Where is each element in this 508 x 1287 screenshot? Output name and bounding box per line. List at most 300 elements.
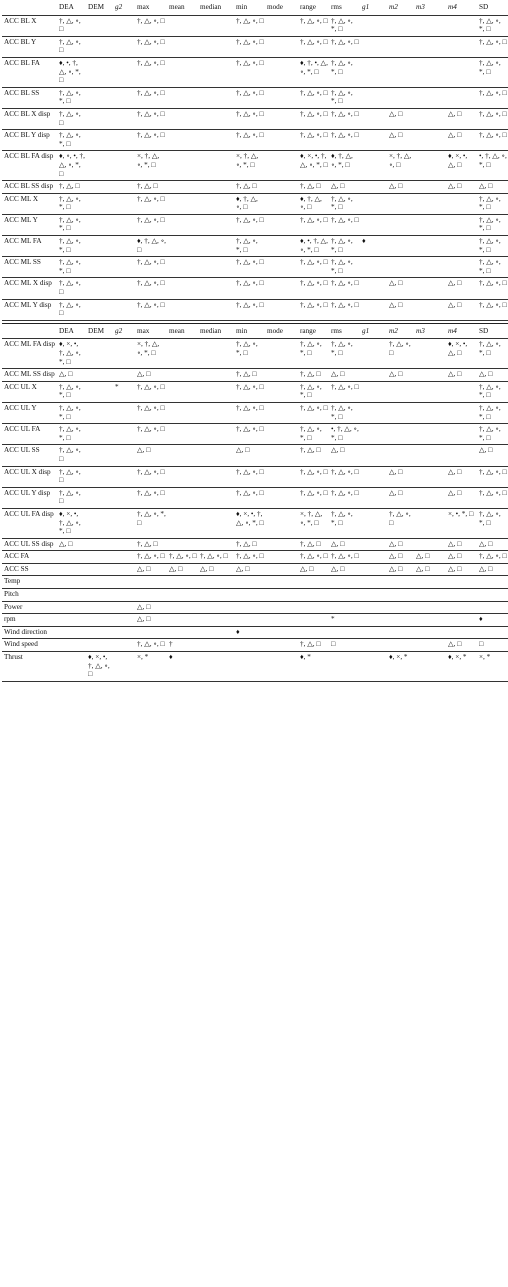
row-label: ACC UL SS <box>2 445 57 466</box>
table-cell: ♦, †, •, △, ∘, *, □ <box>298 57 329 87</box>
column-header: DEA <box>57 323 86 339</box>
table-cell <box>113 551 135 564</box>
table-cell <box>57 626 86 639</box>
table-cell <box>360 151 387 181</box>
table-cell: †, △, ∘, □ <box>234 381 265 402</box>
table-cell <box>298 576 329 589</box>
table-cell <box>86 108 113 129</box>
table-cell: †, △, ∘, □ <box>135 214 167 235</box>
table-cell: △, □ <box>135 445 167 466</box>
table-cell: ×, †, △, ∘, *, □ <box>234 151 265 181</box>
table-cell <box>265 108 298 129</box>
table-row <box>2 339 508 369</box>
table-cell: †, △, ∘, *, □ <box>477 508 508 538</box>
table-cell <box>198 57 234 87</box>
table-cell <box>113 87 135 108</box>
table-cell <box>167 36 198 57</box>
table-cell: △, □ <box>387 130 414 151</box>
table-cell: †, △, ∘, □ <box>298 257 329 278</box>
row-label: ACC ML SS <box>2 257 57 278</box>
table-row <box>2 652 508 682</box>
table-cell <box>265 538 298 551</box>
table-cell: △, □ <box>387 551 414 564</box>
table-cell <box>265 614 298 627</box>
table-row <box>2 214 508 235</box>
table-cell: † <box>167 639 198 652</box>
table-row <box>2 445 508 466</box>
table-cell: †, △, ∘, □ <box>234 487 265 508</box>
table-cell: ♦, ×, •, †, △, ∘, *, □ <box>234 508 265 538</box>
table-cell: †, △, ∘, □ <box>135 551 167 564</box>
table-cell: †, △, ∘, □ <box>477 466 508 487</box>
table-cell: ×, * <box>135 652 167 682</box>
table-cell: †, △, ∘, □ <box>57 36 86 57</box>
table-cell <box>113 257 135 278</box>
table-cell <box>113 576 135 589</box>
row-label: ACC ML FA <box>2 236 57 257</box>
table-cell <box>414 508 446 538</box>
table-cell <box>86 576 113 589</box>
table-cell: †, △, □ <box>234 181 265 194</box>
table-cell <box>167 626 198 639</box>
table-cell: △, □ <box>57 538 86 551</box>
table-cell: †, △, ∘, □ <box>387 508 414 538</box>
table-cell: †, △, ∘, *, □ <box>57 214 86 235</box>
table-cell: †, △, ∘, □ <box>298 466 329 487</box>
table-cell <box>414 130 446 151</box>
table-cell <box>198 87 234 108</box>
table-cell <box>360 639 387 652</box>
table-cell <box>198 381 234 402</box>
table-cell <box>86 508 113 538</box>
table-cell: †, △, ∘, □ <box>298 15 329 36</box>
table-cell <box>360 15 387 36</box>
table-cell: △, □ <box>329 445 360 466</box>
table-cell <box>414 626 446 639</box>
table-cell <box>265 639 298 652</box>
table-cell <box>265 257 298 278</box>
table-cell <box>360 339 387 369</box>
table-cell <box>113 487 135 508</box>
table-cell: †, △, ∘, *, □ <box>329 257 360 278</box>
table-cell: △, □ <box>446 108 477 129</box>
table-cell: △, □ <box>329 563 360 576</box>
table-cell: □ <box>329 639 360 652</box>
table-cell: △, □ <box>446 369 477 382</box>
table-row <box>2 36 508 57</box>
table-cell: △, □ <box>446 278 477 299</box>
table-cell: △, □ <box>329 538 360 551</box>
table-cell <box>113 538 135 551</box>
row-label: ACC ML X <box>2 193 57 214</box>
column-header: DEM <box>86 323 113 339</box>
table-cell: △, □ <box>446 487 477 508</box>
table-cell: ♦, ×, * <box>387 652 414 682</box>
table-cell <box>414 424 446 445</box>
table-cell <box>113 402 135 423</box>
table-cell <box>387 601 414 614</box>
table-cell <box>265 576 298 589</box>
table-cell <box>414 214 446 235</box>
table-cell: ♦ <box>360 236 387 257</box>
table-cell <box>414 236 446 257</box>
table-cell <box>198 193 234 214</box>
table-cell <box>198 214 234 235</box>
table-cell: * <box>113 381 135 402</box>
table-cell: †, △, ∘, □ <box>298 108 329 129</box>
table-cell <box>167 278 198 299</box>
table-cell: †, △, ∘, □ <box>135 15 167 36</box>
table-row <box>2 466 508 487</box>
table-cell: †, △, ∘, *, □ <box>329 508 360 538</box>
table-cell: †, △, ∘, □ <box>477 36 508 57</box>
table-cell <box>86 257 113 278</box>
table-cell <box>135 589 167 602</box>
table-row <box>2 589 508 602</box>
table-cell <box>234 614 265 627</box>
table-cell <box>86 563 113 576</box>
table-cell <box>414 614 446 627</box>
table-cell <box>387 214 414 235</box>
table-cell <box>167 369 198 382</box>
table-cell <box>387 87 414 108</box>
table-cell <box>446 214 477 235</box>
table-cell <box>414 87 446 108</box>
header-cell-empty <box>2 0 57 15</box>
table-row <box>2 508 508 538</box>
table-cell <box>113 181 135 194</box>
table-cell <box>360 508 387 538</box>
table-cell <box>198 538 234 551</box>
table-cell <box>265 626 298 639</box>
table-cell <box>167 214 198 235</box>
table-cell <box>360 57 387 87</box>
table-cell <box>113 369 135 382</box>
table-cell <box>360 563 387 576</box>
table-cell: †, △, ∘, □ <box>234 15 265 36</box>
table-cell <box>446 381 477 402</box>
table-cell <box>57 563 86 576</box>
table-cell <box>57 589 86 602</box>
table-cell <box>265 36 298 57</box>
table-header-row <box>2 323 508 339</box>
row-label: ACC ML X disp <box>2 278 57 299</box>
column-header: DEA <box>57 0 86 15</box>
table-cell <box>360 402 387 423</box>
table-cell: ♦, •, †, △, ∘, *, □ <box>298 236 329 257</box>
table-cell: †, △, ∘, □ <box>57 466 86 487</box>
table-cell <box>57 652 86 682</box>
table-cell: †, △, ∘, □ <box>477 299 508 320</box>
table-cell <box>387 57 414 87</box>
table-cell: †, △, ∘, □ <box>234 108 265 129</box>
table-cell: ♦, ×, •, †, △, ∘, *, □ <box>298 151 329 181</box>
table-cell <box>360 626 387 639</box>
table-cell <box>329 576 360 589</box>
table-cell <box>446 193 477 214</box>
table-cell: †, △, ∘, □ <box>234 87 265 108</box>
table-cell <box>360 589 387 602</box>
table-cell <box>446 36 477 57</box>
table-cell <box>446 576 477 589</box>
table-cell: △, □ <box>387 369 414 382</box>
table-cell: ♦, * <box>298 652 329 682</box>
table-cell: †, △, ∘, □ <box>234 278 265 299</box>
table-cell: △, □ <box>329 181 360 194</box>
table-cell <box>198 108 234 129</box>
table-cell: †, △, ∘, *, □ <box>329 339 360 369</box>
table-cell <box>477 576 508 589</box>
table-cell <box>86 278 113 299</box>
table-cell <box>113 639 135 652</box>
table-row <box>2 87 508 108</box>
table-cell: †, △, ∘, □ <box>298 36 329 57</box>
row-label: Thrust <box>2 652 57 682</box>
table-cell <box>265 445 298 466</box>
table-cell <box>113 614 135 627</box>
table-cell <box>234 652 265 682</box>
column-header: mode <box>265 323 298 339</box>
table-row <box>2 299 508 320</box>
column-header: min <box>234 323 265 339</box>
table-cell <box>360 36 387 57</box>
table-cell: †, △, ∘, □ <box>198 551 234 564</box>
table-cell: △, □ <box>387 108 414 129</box>
table-cell <box>86 487 113 508</box>
table-cell <box>167 15 198 36</box>
table-cell: †, △, ∘, *, □ <box>234 236 265 257</box>
table-cell <box>360 466 387 487</box>
table-cell: □ <box>477 639 508 652</box>
table-cell: †, △, ∘, □ <box>135 278 167 299</box>
table-cell: †, △, ∘, □ <box>329 278 360 299</box>
row-label: ACC UL FA disp <box>2 508 57 538</box>
row-label: ACC UL SS disp <box>2 538 57 551</box>
table-cell <box>387 257 414 278</box>
row-label: ACC UL Y <box>2 402 57 423</box>
table-cell: △, □ <box>167 563 198 576</box>
table-cell <box>387 614 414 627</box>
table-cell: △, □ <box>477 445 508 466</box>
table-cell: †, △, ∘, □ <box>167 551 198 564</box>
table-cell: †, △, ∘, *, □ <box>234 339 265 369</box>
table-cell <box>477 601 508 614</box>
table-cell: △, □ <box>135 563 167 576</box>
table-row <box>2 369 508 382</box>
table-cell: †, △, □ <box>298 538 329 551</box>
column-header: g2 <box>113 323 135 339</box>
table-cell <box>387 626 414 639</box>
table-cell <box>387 589 414 602</box>
table-cell: †, △, ∘, □ <box>135 36 167 57</box>
table-cell: •, †, △, ∘, *, □ <box>477 151 508 181</box>
table-row <box>2 639 508 652</box>
table-cell: †, △, ∘, □ <box>135 108 167 129</box>
table-cell <box>198 236 234 257</box>
table-cell <box>198 257 234 278</box>
table-cell <box>298 614 329 627</box>
table-cell <box>446 236 477 257</box>
table-cell: △, □ <box>446 639 477 652</box>
table-cell: †, △, □ <box>298 181 329 194</box>
table-cell <box>113 652 135 682</box>
table-cell: †, △, ∘, □ <box>298 551 329 564</box>
table-cell <box>360 108 387 129</box>
table-cell: △, □ <box>446 466 477 487</box>
table-cell <box>167 445 198 466</box>
table-row <box>2 130 508 151</box>
table-cell: †, △, ∘, *, □ <box>329 402 360 423</box>
table-cell <box>57 551 86 564</box>
table-cell: △, □ <box>135 614 167 627</box>
table-cell <box>414 639 446 652</box>
table-cell <box>167 381 198 402</box>
table-cell: ♦, †, △, ∘, □ <box>298 193 329 214</box>
table-cell: †, △, ∘, □ <box>298 87 329 108</box>
table-cell: †, △, ∘, *, □ <box>329 87 360 108</box>
table-cell: †, △, ∘, *, □ <box>329 193 360 214</box>
table-cell: △, □ <box>446 563 477 576</box>
table-cell: †, △, ∘, □ <box>234 36 265 57</box>
table-cell <box>113 445 135 466</box>
column-header: m3 <box>414 323 446 339</box>
table-cell: †, △, ∘, □ <box>234 57 265 87</box>
row-label: ACC ML Y disp <box>2 299 57 320</box>
table-cell <box>360 487 387 508</box>
table-cell <box>387 424 414 445</box>
row-label: ACC BL Y disp <box>2 130 57 151</box>
table-cell <box>86 193 113 214</box>
table-cell: †, △, ∘, *, □ <box>298 424 329 445</box>
table-row <box>2 257 508 278</box>
table-cell <box>414 15 446 36</box>
table-cell <box>265 299 298 320</box>
table-cell: †, △, ∘, □ <box>135 130 167 151</box>
table-cell <box>113 57 135 87</box>
table-cell: * <box>329 614 360 627</box>
table-cell <box>113 278 135 299</box>
table-row <box>2 181 508 194</box>
row-label: ACC ML SS disp <box>2 369 57 382</box>
table-cell <box>265 402 298 423</box>
table-cell: †, △, ∘, □ <box>135 381 167 402</box>
table-cell <box>265 601 298 614</box>
table-cell: †, △, □ <box>298 369 329 382</box>
table-cell: △, □ <box>387 538 414 551</box>
table-cell <box>360 614 387 627</box>
table-cell <box>113 466 135 487</box>
table-cell: †, △, ∘, □ <box>234 299 265 320</box>
column-header: mode <box>265 0 298 15</box>
table-cell <box>113 589 135 602</box>
table-cell <box>86 466 113 487</box>
table-cell: †, △, ∘, *, □ <box>329 15 360 36</box>
table-cell <box>167 424 198 445</box>
table-cell: †, △, ∘, □ <box>329 299 360 320</box>
row-label: Temp <box>2 576 57 589</box>
table-cell: †, △, ∘, *, □ <box>329 236 360 257</box>
table-cell: †, △, ∘, □ <box>298 299 329 320</box>
table-cell <box>198 445 234 466</box>
table-cell: △, □ <box>387 299 414 320</box>
header-cell-empty <box>2 323 57 339</box>
table-cell <box>387 639 414 652</box>
table-cell: △, □ <box>477 181 508 194</box>
table-cell <box>167 257 198 278</box>
table-cell <box>135 576 167 589</box>
table-row <box>2 108 508 129</box>
table-cell <box>414 257 446 278</box>
table-cell <box>198 181 234 194</box>
table-cell: †, △, □ <box>234 538 265 551</box>
table-cell <box>446 445 477 466</box>
table-cell <box>198 299 234 320</box>
table-cell <box>446 402 477 423</box>
column-header: min <box>234 0 265 15</box>
table-cell <box>113 15 135 36</box>
table-cell <box>86 151 113 181</box>
table-cell: †, △, ∘, □ <box>135 639 167 652</box>
table-cell <box>167 87 198 108</box>
table-cell: △, □ <box>234 445 265 466</box>
table-cell: ♦, ×, * <box>446 652 477 682</box>
table-row <box>2 57 508 87</box>
table-cell: †, △, □ <box>135 181 167 194</box>
statistics-table <box>2 0 508 682</box>
table-cell: △, □ <box>387 466 414 487</box>
column-header: rms <box>329 0 360 15</box>
column-header: SD <box>477 323 508 339</box>
table-cell <box>387 445 414 466</box>
row-label: Pitch <box>2 589 57 602</box>
column-header: max <box>135 323 167 339</box>
table-cell <box>198 339 234 369</box>
table-cell: ♦, †, △, ∘, □ <box>234 193 265 214</box>
table-cell <box>198 36 234 57</box>
table-cell <box>446 589 477 602</box>
table-cell <box>167 151 198 181</box>
table-cell <box>167 576 198 589</box>
table-cell <box>113 601 135 614</box>
table-cell: †, △, ∘, □ <box>387 339 414 369</box>
table-cell <box>86 626 113 639</box>
table-cell <box>414 576 446 589</box>
table-cell: ♦, ∘, •, †, △, ∘, *, □ <box>57 151 86 181</box>
table-cell: †, △, ∘, □ <box>135 57 167 87</box>
table-cell <box>198 424 234 445</box>
table-row <box>2 601 508 614</box>
table-cell: △, □ <box>135 369 167 382</box>
table-cell: ♦ <box>234 626 265 639</box>
table-cell: △, □ <box>446 299 477 320</box>
table-cell: △, □ <box>477 369 508 382</box>
row-label: rpm <box>2 614 57 627</box>
table-cell: ♦, •, †, △, ∘, *, □ <box>57 57 86 87</box>
table-cell <box>414 445 446 466</box>
table-cell <box>477 589 508 602</box>
table-cell <box>265 369 298 382</box>
table-cell <box>265 236 298 257</box>
table-cell <box>298 601 329 614</box>
row-label: ACC ML FA disp <box>2 339 57 369</box>
table-cell <box>360 214 387 235</box>
column-header: SD <box>477 0 508 15</box>
column-header: m2 <box>387 323 414 339</box>
column-header: m4 <box>446 323 477 339</box>
table-row <box>2 563 508 576</box>
table-cell <box>414 193 446 214</box>
table-cell: †, △, ∘, □ <box>477 551 508 564</box>
